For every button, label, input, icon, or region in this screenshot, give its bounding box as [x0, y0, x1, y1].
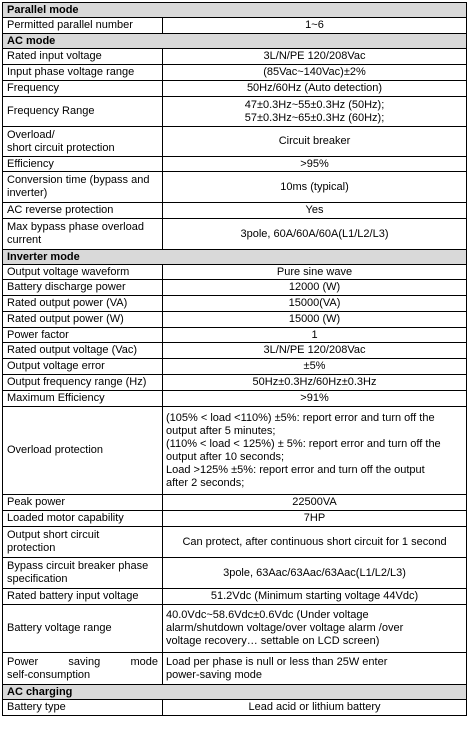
- parameter-name: [3, 18, 163, 34]
- parameter-name: [3, 700, 163, 716]
- value-line: 1~6: [305, 19, 324, 31]
- spec-row: [3, 265, 467, 280]
- value-line: after 2 seconds;: [166, 476, 245, 489]
- spec-row: [3, 65, 467, 81]
- parameter-name: [3, 157, 163, 172]
- value-line: alarm/shutdown voltage/over voltage alarm /over: [166, 622, 404, 634]
- value-line: 22500VA: [292, 496, 337, 508]
- parameter-name: [3, 375, 163, 391]
- parameter-line: self-consumption: [7, 668, 91, 681]
- value-line: Load per phase is null or less than 25W enter: [166, 655, 388, 668]
- spec-row: [3, 157, 467, 172]
- parameter-value: [163, 172, 467, 203]
- parameter-value: [163, 157, 467, 172]
- parameter-line: AC reverse protection: [7, 204, 114, 216]
- parameter-line: Permitted parallel number: [7, 19, 133, 31]
- parameter-line: Battery type: [7, 701, 66, 713]
- value-line: output after 10 seconds;: [166, 450, 285, 463]
- value-line: 7HP: [303, 512, 326, 524]
- parameter-line: Output voltage waveform: [7, 265, 130, 278]
- section-header: [3, 3, 467, 18]
- parameter-line: current: [7, 234, 42, 246]
- section-title: Inverter mode: [3, 250, 467, 265]
- spec-row: [3, 18, 467, 34]
- parameter-line: Battery discharge power: [7, 281, 126, 293]
- spec-row: [3, 700, 467, 716]
- parameter-line: Power saving mode: [7, 655, 158, 668]
- value-line: 3pole, 63Aac/63Aac/63Aac(L1/L2/L3): [223, 566, 406, 579]
- spec-row: [3, 558, 467, 589]
- spec-row: [3, 328, 467, 343]
- parameter-line: short circuit protection: [7, 141, 115, 154]
- parameter-name: [3, 296, 163, 312]
- parameter-name: [3, 312, 163, 328]
- parameter-value: [163, 558, 467, 589]
- parameter-line: Battery voltage range: [7, 622, 112, 634]
- parameter-line: Loaded motor capability: [7, 512, 124, 524]
- parameter-value: [163, 343, 467, 359]
- spec-row: [3, 280, 467, 296]
- parameter-line: specification: [7, 573, 68, 585]
- parameter-line: inverter): [7, 187, 48, 199]
- parameter-line: Conversion time (bypass and: [7, 174, 150, 186]
- parameter-line: Overload/: [7, 128, 55, 141]
- parameter-line: Overload protection: [7, 444, 103, 456]
- value-line: Can protect, after continuous short circuit for 1 second: [182, 535, 447, 548]
- parameter-name: [3, 605, 163, 653]
- parameter-name: [3, 172, 163, 203]
- parameter-value: [163, 589, 467, 605]
- parameter-value: [163, 407, 467, 495]
- parameter-name: [3, 391, 163, 407]
- spec-row: [3, 527, 467, 558]
- value-line: ±5%: [303, 360, 326, 372]
- spec-sheet: [2, 2, 466, 716]
- parameter-name: [3, 280, 163, 296]
- parameter-value: [163, 219, 467, 250]
- parameter-value: [163, 328, 467, 343]
- spec-row: [3, 375, 467, 391]
- parameter-value: [163, 280, 467, 296]
- value-line: 50Hz±0.3Hz/60Hz±0.3Hz: [252, 376, 377, 388]
- parameter-name: [3, 527, 163, 558]
- parameter-value: [163, 312, 467, 328]
- specification-table: [2, 2, 467, 716]
- section-title: AC charging: [3, 685, 467, 700]
- spec-row: [3, 81, 467, 97]
- parameter-line: Rated output voltage (Vac): [7, 344, 138, 356]
- value-line: voltage recovery… settable on LCD screen): [166, 635, 380, 647]
- parameter-value: [163, 391, 467, 407]
- value-line: 10ms (typical): [280, 180, 349, 193]
- parameter-line: protection: [7, 542, 56, 554]
- value-line: power-saving mode: [166, 668, 262, 681]
- spec-row: [3, 605, 467, 653]
- parameter-line: Rated output power (VA): [7, 297, 128, 309]
- parameter-line: Output short circuit: [7, 529, 100, 541]
- parameter-name: [3, 558, 163, 589]
- parameter-value: [163, 359, 467, 375]
- section-title: Parallel mode: [3, 3, 467, 18]
- parameter-value: [163, 605, 467, 653]
- parameter-name: [3, 97, 163, 127]
- value-line: Load >125% ±5%: report error and turn off the output: [166, 463, 425, 476]
- value-line: 57±0.3Hz~65±0.3Hz (60Hz);: [244, 111, 385, 124]
- value-line: 12000 (W): [288, 281, 341, 293]
- spec-row: [3, 495, 467, 511]
- parameter-value: [163, 375, 467, 391]
- parameter-line: Output voltage error: [7, 360, 105, 372]
- value-line: Lead acid or lithium battery: [248, 701, 381, 713]
- value-line: Yes: [305, 204, 324, 216]
- parameter-name: [3, 203, 163, 219]
- parameter-name: [3, 343, 163, 359]
- parameter-value: [163, 97, 467, 127]
- spec-row: [3, 49, 467, 65]
- parameter-line: Input phase voltage range: [7, 66, 135, 78]
- spec-row: [3, 343, 467, 359]
- parameter-value: [163, 495, 467, 511]
- spec-row: [3, 127, 467, 157]
- section-header: [3, 250, 467, 265]
- spec-row: [3, 172, 467, 203]
- value-line: >95%: [300, 157, 329, 170]
- parameter-name: [3, 359, 163, 375]
- parameter-value: [163, 527, 467, 558]
- parameter-name: [3, 511, 163, 527]
- parameter-name: [3, 407, 163, 495]
- parameter-value: [163, 265, 467, 280]
- value-line: 50Hz/60Hz (Auto detection): [246, 82, 383, 94]
- parameter-name: [3, 653, 163, 685]
- parameter-value: [163, 49, 467, 65]
- parameter-name: [3, 265, 163, 280]
- spec-row: [3, 407, 467, 495]
- parameter-value: [163, 81, 467, 97]
- parameter-line: Frequency Range: [7, 105, 95, 117]
- value-line: 40.0Vdc~58.6Vdc±0.6Vdc (Under voltage: [166, 609, 369, 621]
- spec-row: [3, 391, 467, 407]
- parameter-name: [3, 65, 163, 81]
- parameter-value: [163, 700, 467, 716]
- spec-row: [3, 359, 467, 375]
- value-line: (105% < load <110%) ±5%: report error and turn off the: [166, 411, 435, 424]
- value-line: 1: [311, 328, 318, 341]
- spec-row: [3, 511, 467, 527]
- parameter-value: [163, 18, 467, 34]
- parameter-value: [163, 653, 467, 685]
- parameter-name: [3, 589, 163, 605]
- value-line: 51.2Vdc (Minimum starting voltage 44Vdc): [210, 590, 419, 602]
- parameter-line: Rated battery input voltage: [7, 590, 139, 602]
- parameter-value: [163, 65, 467, 81]
- parameter-line: Max bypass phase overload: [7, 221, 144, 233]
- parameter-line: Rated input voltage: [7, 50, 102, 62]
- spec-row: [3, 589, 467, 605]
- parameter-line: Frequency: [7, 82, 59, 94]
- parameter-line: Bypass circuit breaker phase: [7, 560, 149, 572]
- parameter-name: [3, 81, 163, 97]
- parameter-name: [3, 127, 163, 157]
- value-line: 3L/N/PE 120/208Vac: [263, 50, 366, 62]
- value-line: (110% < load < 125%) ± 5%: report error and turn off the: [166, 437, 441, 450]
- section-title: AC mode: [3, 34, 467, 49]
- value-line: 15000 (W): [288, 313, 341, 325]
- value-line: output after 5 minutes;: [166, 424, 276, 437]
- section-header: [3, 34, 467, 49]
- parameter-value: [163, 203, 467, 219]
- parameter-name: [3, 328, 163, 343]
- parameter-name: [3, 49, 163, 65]
- spec-row: [3, 97, 467, 127]
- value-line: 47±0.3Hz~55±0.3Hz (50Hz);: [244, 98, 385, 111]
- parameter-value: [163, 511, 467, 527]
- value-line: 3pole, 60A/60A/60A(L1/L2/L3): [240, 227, 389, 240]
- parameter-line: Efficiency: [7, 157, 54, 170]
- spec-row: [3, 312, 467, 328]
- parameter-value: [163, 127, 467, 157]
- value-line: 15000(VA): [288, 297, 341, 309]
- parameter-line: Rated output power (W): [7, 313, 124, 325]
- value-line: 3L/N/PE 120/208Vac: [263, 344, 366, 356]
- parameter-line: Maximum Efficiency: [7, 392, 105, 404]
- spec-row: [3, 219, 467, 250]
- value-line: >91%: [300, 392, 329, 404]
- spec-row: [3, 653, 467, 685]
- value-line: (85Vac~140Vac)±2%: [263, 66, 366, 78]
- spec-row: [3, 203, 467, 219]
- value-line: Pure sine wave: [276, 265, 353, 278]
- parameter-line: Peak power: [7, 496, 66, 508]
- value-line: Circuit breaker: [278, 135, 351, 147]
- section-header: [3, 685, 467, 700]
- parameter-name: [3, 219, 163, 250]
- spec-row: [3, 296, 467, 312]
- parameter-line: Output frequency range (Hz): [7, 376, 147, 388]
- parameter-line: Power factor: [7, 328, 69, 341]
- parameter-value: [163, 296, 467, 312]
- parameter-name: [3, 495, 163, 511]
